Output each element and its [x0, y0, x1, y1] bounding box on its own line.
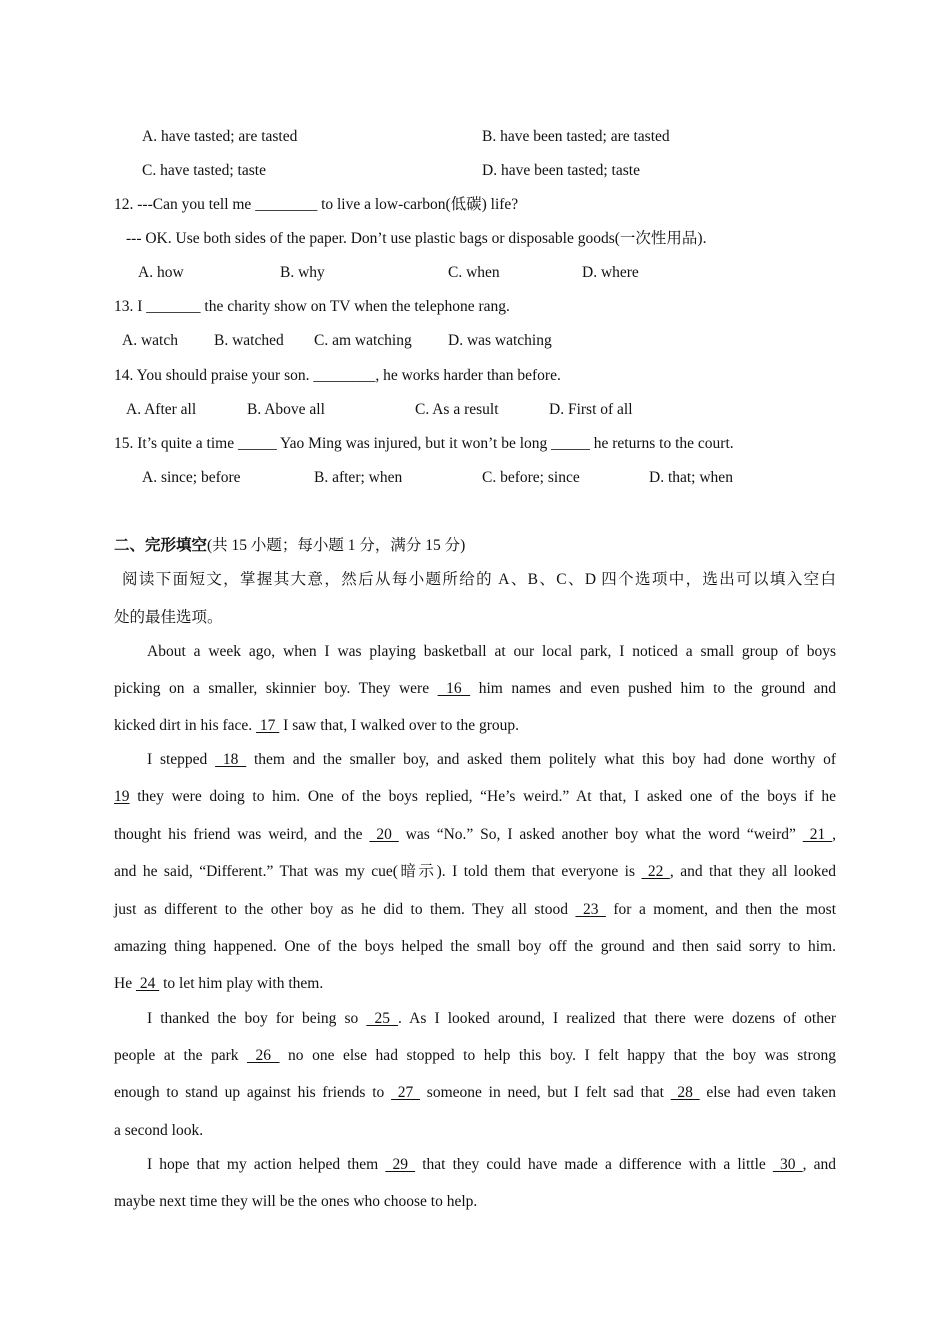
passage-line: just as different to the other boy as he did to them. They all stood 23 for a moment, and then the most [114, 901, 836, 918]
blank-30[interactable]: 30 [772, 1156, 803, 1173]
q15-option-b: B. after; when [314, 469, 403, 486]
blank-21[interactable]: 21 [802, 826, 833, 843]
q13-option-c: C. am watching [314, 332, 412, 349]
q14-option-d: D. First of all [549, 401, 633, 418]
q11-option-b: B. have been tasted; are tasted [482, 128, 670, 145]
blank-28[interactable]: 28 [670, 1084, 700, 1101]
passage-line: I hope that my action helped them 29 that they could have made a difference with a little 30 , and [147, 1156, 836, 1173]
blank-18[interactable]: 18 [215, 751, 247, 768]
blank-17[interactable]: 17 [256, 717, 280, 734]
q15-option-d: D. that; when [649, 469, 733, 486]
passage-line: a second look. [114, 1122, 204, 1139]
q11-option-c: C. have tasted; taste [142, 162, 266, 179]
section2-title: 二、完形填空 [114, 537, 208, 554]
passage-line: thought his friend was weird, and the 20 was “No.” So, I asked another boy what the word “weird” 21 , [114, 826, 836, 843]
blank-27[interactable]: 27 [391, 1084, 421, 1101]
blank-22[interactable]: 22 [641, 863, 670, 880]
passage-line: maybe next time they will be the ones who choose to help. [114, 1193, 478, 1210]
blank-25[interactable]: 25 [366, 1010, 399, 1027]
q14-stem: 14. You should praise your son. ________, he works harder than before. [114, 367, 561, 384]
blank-20[interactable]: 20 [369, 826, 399, 843]
blank-19[interactable]: 19 [114, 788, 130, 805]
q14-option-b: B. Above all [247, 401, 325, 418]
q11-option-d: D. have been tasted; taste [482, 162, 640, 179]
blank-29[interactable]: 29 [385, 1156, 416, 1173]
q15-option-c: C. before; since [482, 469, 580, 486]
q13-option-a: A. watch [122, 332, 178, 349]
q12-option-a: A. how [138, 264, 184, 281]
section2-heading [114, 536, 465, 556]
q12-option-c: C. when [448, 264, 500, 281]
q11-option-a: A. have tasted; are tasted [142, 128, 298, 145]
blank-26[interactable]: 26 [247, 1047, 280, 1064]
q12-reply: --- OK. Use both sides of the paper. Don’t use plastic bags or disposable goods(一次性用品). [126, 230, 707, 247]
section2-instruction-line2: 处的最佳选项。 [114, 609, 223, 626]
passage-line: I stepped 18 them and the smaller boy, and asked them politely what this boy had done worthy of [147, 751, 836, 768]
q14-option-c: C. As a result [415, 401, 499, 418]
q12-option-d: D. where [582, 264, 639, 281]
q14-option-a: A. After all [126, 401, 197, 418]
q12-stem: 12. ---Can you tell me ________ to live a low-carbon(低碳) life? [114, 196, 519, 213]
passage-line: He 24 to let him play with them. [114, 975, 324, 992]
q13-stem: 13. I _______ the charity show on TV when the telephone rang. [114, 298, 510, 315]
blank-23[interactable]: 23 [575, 901, 606, 918]
section2-title-note: (共 15 小题；每小题 1 分，满分 15 分) [207, 537, 466, 554]
passage-line: picking on a smaller, skinnier boy. They were 16 him names and even pushed him to the ground and [114, 680, 836, 697]
passage-line: amazing thing happened. One of the boys helped the small boy off the ground and then said sorry to him. [114, 938, 836, 955]
blank-24[interactable]: 24 [135, 975, 160, 992]
passage-line: enough to stand up against his friends to 27 someone in need, but I felt sad that 28 else had even taken [114, 1084, 836, 1101]
q13-option-b: B. watched [214, 332, 284, 349]
section2-instruction-line1: 阅读下面短文，掌握其大意，然后从每小题所给的 A、B、C、D 四个选项中，选出可以填入空白 [122, 571, 836, 588]
q13-option-d: D. was watching [448, 332, 552, 349]
q12-option-b: B. why [280, 264, 325, 281]
passage-line: I thanked the boy for being so 25 . As I looked around, I realized that there were dozens of other [147, 1010, 836, 1027]
blank-16[interactable]: 16 [437, 680, 471, 697]
q15-stem: 15. It’s quite a time _____ Yao Ming was injured, but it won’t be long _____ he returns to the court. [114, 435, 734, 452]
passage-line: 19 they were doing to him. One of the boys replied, “He’s weird.” At that, I asked one of the boys if he [114, 788, 836, 805]
passage-line: About a week ago, when I was playing basketball at our local park, I noticed a small group of boys [147, 643, 836, 660]
passage-line: people at the park 26 no one else had stopped to help this boy. I felt happy that the boy was strong [114, 1047, 837, 1064]
passage-line: kicked dirt in his face. 17 I saw that, I walked over to the group. [114, 717, 520, 734]
q15-option-a: A. since; before [142, 469, 241, 486]
passage-line: and he said, “Different.” That was my cue(暗示). I told them that everyone is 22 , and that they all looked [114, 863, 836, 880]
